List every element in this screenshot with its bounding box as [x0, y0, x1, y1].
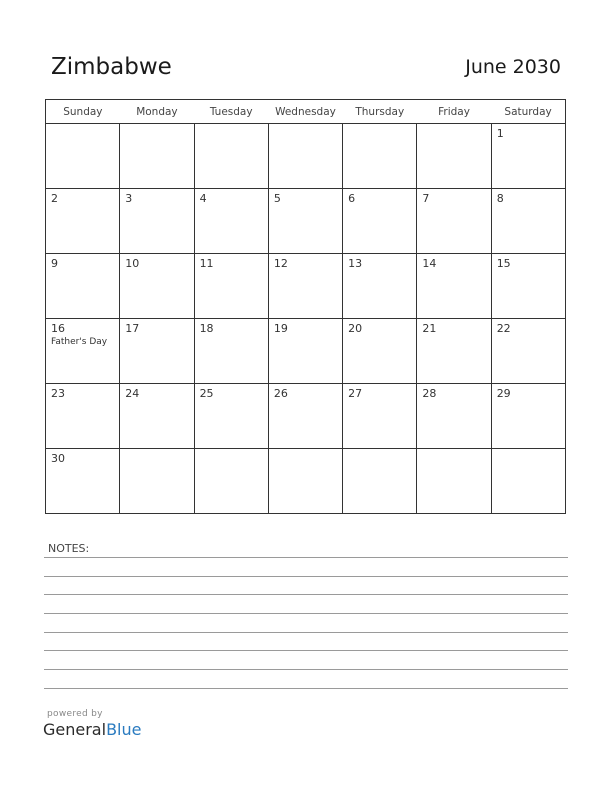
day-number: 11: [199, 257, 214, 270]
day-cell: [343, 254, 417, 319]
day-number: 2: [51, 192, 58, 205]
day-number: 8: [496, 192, 504, 205]
day-cell: [46, 319, 120, 384]
note-line: [44, 669, 568, 670]
weekday-saturday: Saturday: [491, 100, 565, 124]
brand-general-text: General: [43, 720, 107, 739]
week-row: [46, 449, 566, 514]
weekday-header-row: [46, 100, 566, 124]
weekday-friday: Friday: [417, 100, 491, 124]
day-number: 18: [199, 322, 214, 335]
day-number: 27: [348, 387, 363, 400]
empty-day-cell: [417, 449, 491, 514]
note-line: [44, 688, 568, 689]
day-number: 6: [348, 192, 356, 205]
day-cell: [491, 124, 565, 189]
empty-day-cell: [120, 124, 194, 189]
notes-label: NOTES:: [48, 542, 90, 555]
day-cell: [120, 189, 194, 254]
brand-blue-text: Blue: [106, 720, 142, 739]
week-row: [46, 124, 566, 189]
week-row: [46, 189, 566, 254]
day-number: 13: [348, 257, 363, 270]
weekday-sunday: Sunday: [46, 100, 120, 124]
day-cell: [268, 254, 342, 319]
empty-day-cell: [343, 449, 417, 514]
day-number: 7: [422, 192, 430, 205]
empty-day-cell: [417, 124, 491, 189]
day-cell: [491, 254, 565, 319]
week-row: [46, 319, 566, 384]
day-number: 5: [273, 192, 281, 205]
day-cell: [120, 254, 194, 319]
day-cell: [343, 189, 417, 254]
weekday-monday: Monday: [120, 100, 194, 124]
note-line: [44, 576, 568, 577]
day-number: 26: [273, 387, 288, 400]
day-cell: [343, 384, 417, 449]
day-number: 3: [125, 192, 133, 205]
day-cell: [194, 319, 268, 384]
day-number: 4: [199, 192, 207, 205]
country-title: Zimbabwe: [51, 54, 172, 80]
empty-day-cell: [194, 449, 268, 514]
calendar-grid: [45, 99, 566, 514]
note-line: [44, 632, 568, 633]
day-cell: [120, 319, 194, 384]
day-number: 23: [51, 387, 65, 400]
empty-day-cell: [343, 124, 417, 189]
day-cell: [120, 384, 194, 449]
day-cell: [417, 319, 491, 384]
day-number: 30: [51, 452, 65, 465]
day-cell: [46, 384, 120, 449]
day-cell: [491, 189, 565, 254]
powered-by-text: powered by: [47, 709, 103, 719]
empty-day-cell: [268, 449, 342, 514]
day-number: 20: [348, 322, 363, 335]
note-line: [44, 557, 568, 558]
day-cell: [417, 254, 491, 319]
note-line: [44, 594, 568, 595]
day-cell: [491, 319, 565, 384]
day-cell: [194, 384, 268, 449]
weekday-wednesday: Wednesday: [268, 100, 342, 124]
day-number: 9: [51, 257, 58, 270]
day-cell: [343, 319, 417, 384]
month-year-title: June 2030: [465, 56, 561, 78]
day-cell: [46, 189, 120, 254]
note-line: [44, 650, 568, 651]
day-number: 12: [273, 257, 288, 270]
empty-day-cell: [194, 124, 268, 189]
day-cell: [46, 449, 120, 514]
day-number: 24: [125, 387, 140, 400]
empty-day-cell: [46, 124, 120, 189]
day-number: 19: [273, 322, 288, 335]
day-number: 28: [422, 387, 437, 400]
weekday-tuesday: Tuesday: [194, 100, 268, 124]
day-cell: [194, 254, 268, 319]
day-cell: [46, 254, 120, 319]
day-cell: [268, 319, 342, 384]
weekday-thursday: Thursday: [343, 100, 417, 124]
day-number: 29: [496, 387, 511, 400]
day-number: 10: [125, 257, 140, 270]
day-number: 16: [51, 322, 65, 335]
empty-day-cell: [491, 449, 565, 514]
day-number: 15: [496, 257, 511, 270]
day-cell: [417, 189, 491, 254]
day-cell: [268, 189, 342, 254]
day-cell: [417, 384, 491, 449]
day-number: 25: [199, 387, 214, 400]
day-number: 1: [496, 127, 504, 140]
week-row: [46, 254, 566, 319]
note-line: [44, 613, 568, 614]
day-cell: [268, 384, 342, 449]
empty-day-cell: [120, 449, 194, 514]
day-cell: [491, 384, 565, 449]
day-cell: [194, 189, 268, 254]
empty-day-cell: [268, 124, 342, 189]
day-number: 14: [422, 257, 437, 270]
generalblue-logo: [43, 720, 141, 739]
week-row: [46, 384, 566, 449]
day-number: 17: [125, 322, 140, 335]
day-number: 21: [422, 322, 437, 335]
day-number: 22: [496, 322, 511, 335]
holiday-label: Father's Day: [51, 337, 108, 347]
